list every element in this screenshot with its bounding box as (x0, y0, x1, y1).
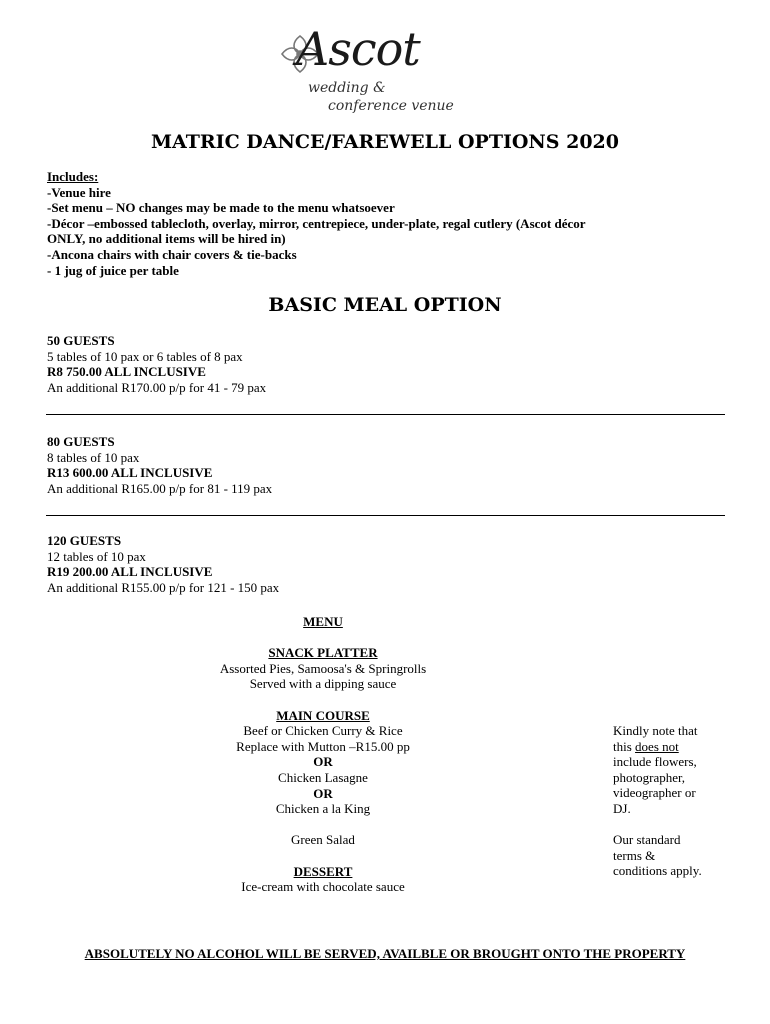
includes-item: ONLY, no additional items will be hired in) (47, 231, 286, 247)
menu-section (170, 614, 476, 895)
option-guests: 120 GUESTS (47, 533, 122, 548)
option-80-guests (47, 434, 447, 496)
note-line: Our standard (613, 832, 681, 848)
divider (46, 515, 725, 516)
note-line: photographer, (613, 769, 686, 785)
note-line: DJ. (613, 800, 631, 816)
option-tables: 5 tables of 10 pax or 6 tables of 8 pax (47, 348, 243, 364)
includes-item: -Venue hire (47, 184, 111, 200)
snack-item: Served with a dipping sauce (249, 676, 397, 692)
includes-heading: Includes: (47, 169, 99, 184)
includes-item: - 1 jug of juice per table (47, 262, 179, 278)
main-course-item: Beef or Chicken Curry & Rice (243, 723, 403, 739)
includes-item: -Décor –embossed tablecloth, overlay, mirror, centrepiece, under-plate, regal cutlery (Ascot décor (47, 215, 586, 231)
note-line: videographer or (613, 785, 696, 801)
option-additional: An additional R165.00 p/p for 81 - 119 pax (47, 480, 273, 496)
option-price: R13 600.00 ALL INCLUSIVE (47, 465, 213, 481)
option-tables: 8 tables of 10 pax (47, 449, 140, 465)
option-guests: 80 GUESTS (47, 434, 115, 449)
logo-tagline-1: wedding & (308, 80, 386, 96)
option-price: R19 200.00 ALL INCLUSIVE (47, 564, 213, 580)
includes-item: -Ancona chairs with chair covers & tie-backs (47, 246, 297, 262)
note-line: this (613, 738, 636, 754)
option-50-guests (47, 333, 447, 395)
snack-heading: SNACK PLATTER (268, 645, 378, 661)
or-separator: OR (313, 785, 333, 801)
option-120-guests (47, 533, 447, 595)
alcohol-notice: ABSOLUTELY NO ALCOHOL WILL BE SERVED, AVAILBLE OR BROUGHT ONTO THE PROPERTY (84, 946, 686, 961)
note-line: include flowers, (613, 754, 697, 770)
note-line: Kindly note that (613, 723, 698, 738)
main-course-item: Chicken Lasagne (278, 769, 368, 785)
logo-tagline-2: conference venue (328, 98, 454, 114)
option-price: R8 750.00 ALL INCLUSIVE (47, 364, 206, 380)
menu-heading: MENU (303, 614, 343, 629)
note-line: terms & (613, 847, 656, 863)
divider (46, 414, 725, 415)
includes-section (47, 169, 707, 278)
note-line: conditions apply. (613, 863, 702, 879)
main-course-item: Chicken a la King (275, 801, 371, 817)
note-emphasis: does not (635, 738, 679, 754)
disclaimer-note (613, 723, 733, 879)
dessert-heading: DESSERT (293, 863, 353, 879)
main-course-heading: MAIN COURSE (276, 707, 370, 723)
main-course-item: Replace with Mutton –R15.00 pp (236, 738, 410, 754)
option-tables: 12 tables of 10 pax (47, 548, 146, 564)
page-title: MATRIC DANCE/FAREWELL OPTIONS 2020 (151, 131, 619, 153)
includes-item: -Set menu – NO changes may be made to the menu whatsoever (47, 200, 395, 216)
venue-logo (278, 22, 456, 116)
option-additional: An additional R170.00 p/p for 41 - 79 pax (47, 379, 267, 395)
salad-item: Green Salad (291, 832, 355, 848)
logo-wordmark: Ascot (296, 22, 420, 76)
option-guests: 50 GUESTS (47, 333, 115, 348)
snack-item: Assorted Pies, Samoosa's & Springrolls (219, 660, 427, 676)
or-separator: OR (313, 754, 333, 770)
section-title: BASIC MEAL OPTION (268, 294, 502, 316)
dessert-item: Ice-cream with chocolate sauce (241, 879, 405, 895)
option-additional: An additional R155.00 p/p for 121 - 150 pax (47, 579, 280, 595)
